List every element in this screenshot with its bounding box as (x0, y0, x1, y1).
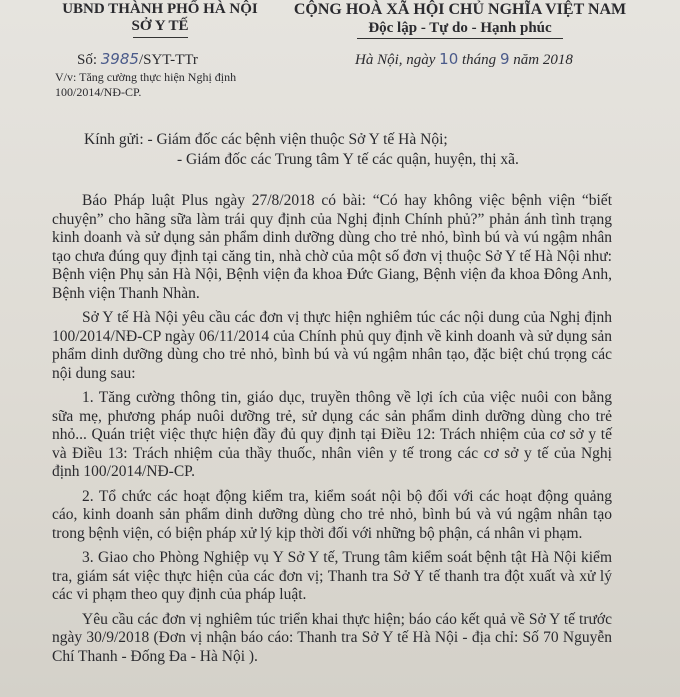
body-paragraph: 3. Giao cho Phòng Nghiệp vụ Y Sở Y tế, Trung tâm kiểm soát bệnh tật Hà Nội kiểm tra, giám sát việc thực hiện của các đơn vị; Thanh tra Sở Y tế thanh tra đột xuất và xử lý các vi phạm theo quy định của pháp luật. (52, 549, 612, 603)
handwritten-number: 3985 (100, 50, 139, 68)
nation-motto: Độc lập - Tự do - Hạnh phúc (368, 20, 552, 36)
nation-line-1: CỘNG HOÀ XÃ HỘI CHỦ NGHĨA VIỆT NAM (293, 1, 627, 18)
motto-underline (357, 38, 563, 39)
body-paragraph: Sở Y tế Hà Nội yêu cầu các đơn vị thực hiện nghiêm túc các nội dung của Nghị định 100/2014/NĐ-CP ngày 06/11/2014 của Chính phủ quy định về kinh doanh và sử dụng sản phẩm dinh dưỡng dùng cho trẻ nhỏ, bình bú và vú ngậm nhân tạo, đặc biệt chú trọng các nội dung sau: (52, 309, 612, 382)
body-paragraph: Yêu cầu các đơn vị nghiêm túc triển khai thực hiện; báo cáo kết quả về Sở Y tế trước ngày 30/9/2018 (Đơn vị nhận báo cáo: Thanh tra Sở Y tế Hà Nội - địa chỉ: Số 70 Nguyễn Chí Thanh - Đống Đa - Hà Nội ). (52, 610, 612, 665)
date-month-label: tháng (462, 52, 497, 68)
document-number (77, 50, 198, 69)
date-month: 9 (499, 50, 510, 68)
date-prefix: Hà Nội, ngày (355, 52, 436, 68)
recipient-line-2: - Giám đốc các Trung tâm Y tế các quận, huyện, thị xã. (177, 151, 519, 168)
body-paragraph: Báo Pháp luật Plus ngày 27/8/2018 có bài: “Có hay không việc bệnh viện “biết chuyện” cho hãng sữa làm trái quy định của Nghị định Chính phủ?” phản ánh tình trạng kinh doanh và sử dụng sản phẩm dinh dưỡng dùng cho trẻ nhỏ, bình bú và vú ngậm nhân tạo chưa đúng quy định tại căng tin, nhà chờ của một số đơn vị thuộc Sở Y tế Hà Nội như: Bệnh viện Phụ sản Hà Nội, Bệnh viện đa khoa Đức Giang, Bệnh viện đa khoa Đông Anh, Bệnh viện Thanh Nhàn. (52, 192, 612, 302)
body-paragraph: 1. Tăng cường thông tin, giáo dục, truyền thông về lợi ích của việc nuôi con bằng sữa mẹ, phương pháp nuôi dưỡng trẻ, sử dụng các sản phẩm dinh dưỡng dùng cho trẻ nhỏ... Quán triệt việc thực hiện đầy đủ quy định tại Điều 12: Trách nhiệm của cơ sở y tế và Điều 13: Trách nhiệm của thầy thuốc, nhân viên y tế trong các cơ sở y tế của Nghị định 100/2014/NĐ-CP. (52, 389, 612, 480)
recipients-block (84, 130, 519, 170)
document-date (355, 50, 573, 69)
number-suffix: /SYT-TTr (138, 52, 198, 68)
date-year: năm 2018 (513, 52, 573, 68)
authority-line-1: UBND THÀNH PHỐ HÀ NỘI (62, 1, 258, 17)
authority-line-2: SỞ Y TẾ (131, 18, 189, 34)
authority-underline (133, 37, 188, 38)
issuing-authority (60, 1, 260, 35)
document-body (52, 192, 612, 672)
national-heading (272, 1, 648, 37)
number-prefix: Số: (77, 52, 98, 68)
date-day: 10 (439, 50, 459, 68)
subject-line: V/v: Tăng cường thực hiện Nghị định 100/2014/NĐ-CP. (55, 70, 237, 99)
body-paragraph: 2. Tổ chức các hoạt động kiểm tra, kiểm soát nội bộ đối với các hoạt động quảng cáo, kinh doanh sản phẩm dinh dưỡng dùng cho trẻ nhỏ, bình bú và vú ngậm nhân tạo trong bệnh viện, có biện pháp xử lý kịp thời đối với những bộ phận, cá nhân vi phạm. (52, 487, 612, 542)
recipient-line-1: Kính gửi: - Giám đốc các bệnh viện thuộc Sở Y tế Hà Nội; (84, 131, 448, 148)
